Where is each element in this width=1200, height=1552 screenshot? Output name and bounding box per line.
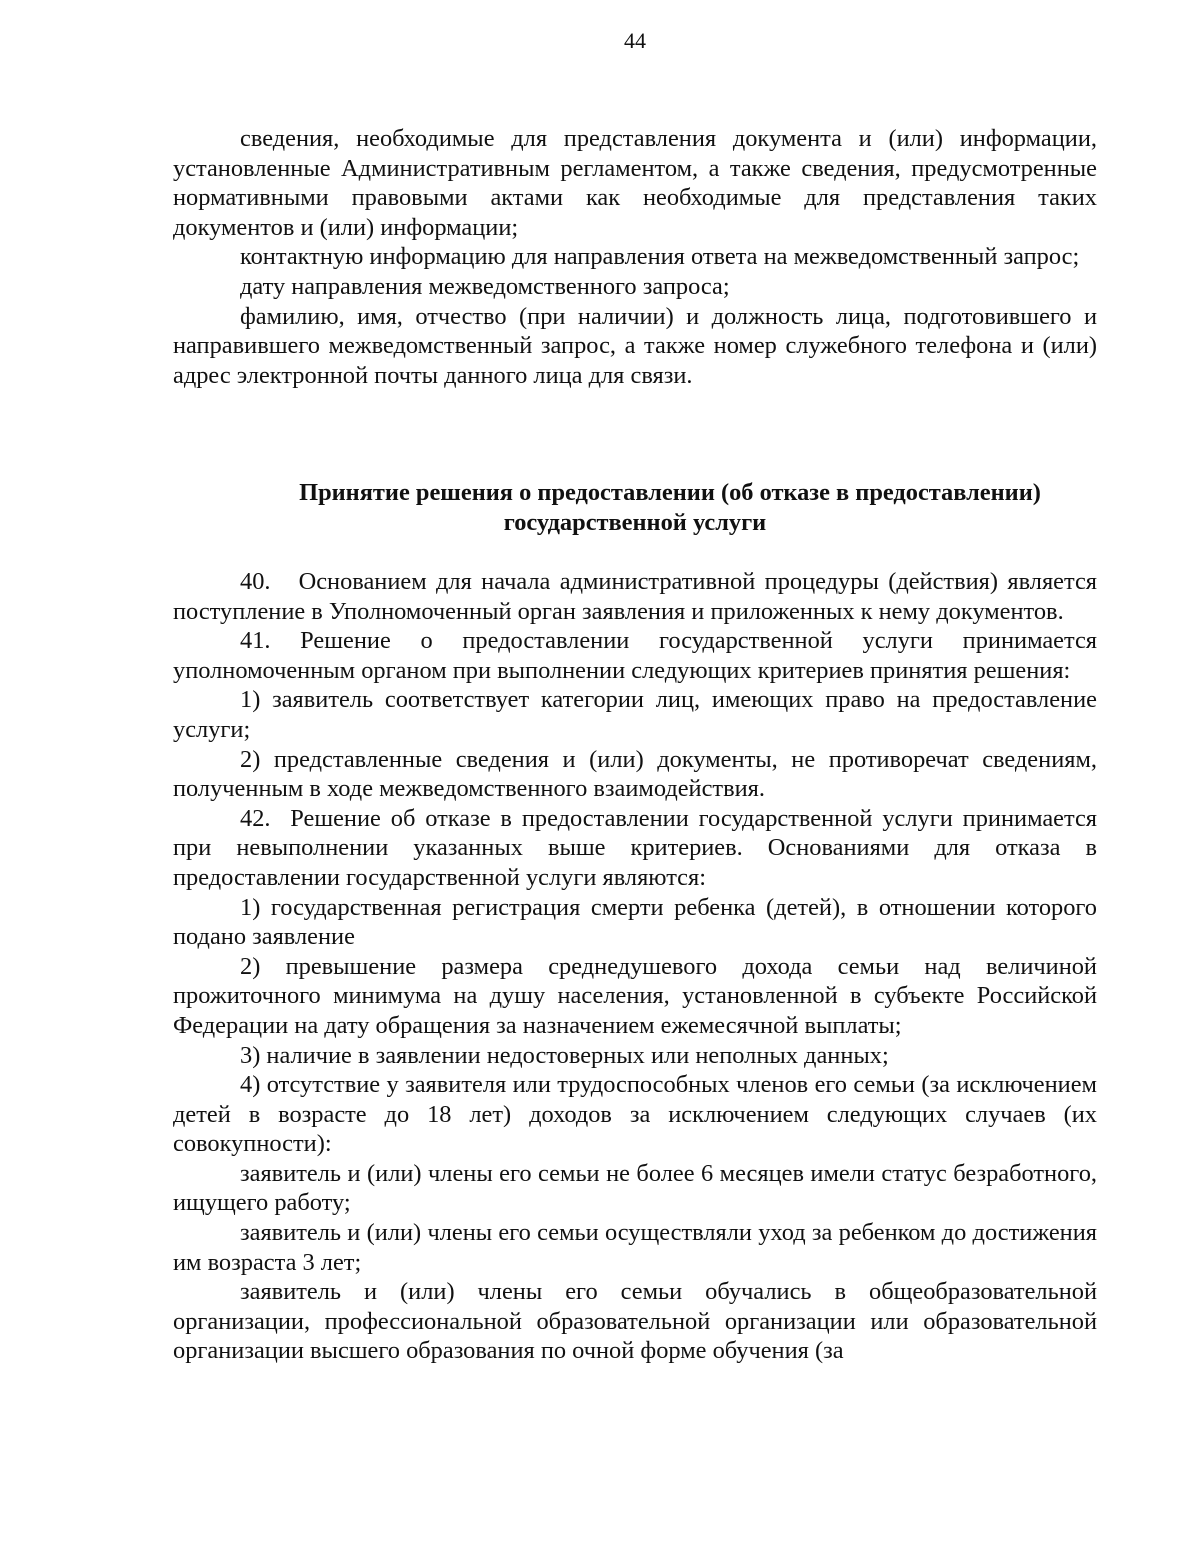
paragraph-42: 42. Решение об отказе в предоставлении государственной услуги принимается при невыполнении указанных выше критериев. Основаниями для отказа в предоставлении государственной услуги являются: [173,804,1104,891]
list-item: 2) представленные сведения и (или) документы, не противоречат сведениям, полученным в ходе межведомственного взаимодействия. [173,745,1097,803]
section-heading-line-2: государственной услуги [503,508,767,536]
section-heading [173,478,1097,537]
list-item: заявитель и (или) члены его семьи обучались в общеобразовательной организации, профессиональной образовательной организации или образовательной организации высшего образования по очной форме обучения (за [173,1278,1097,1365]
paragraph-40: 40. Основанием для начала административной процедуры (действия) является поступление в Уполномоченный орган заявления и приложенных к нему документов. [173,568,1104,625]
paragraph: дату направления межведомственного запроса; [240,272,730,300]
section-heading-line-1: Принятие решения о предоставлении (об отказе в предоставлении) [299,479,1041,506]
list-item: 2) превышение размера среднедушевого дохода семьи над величиной прожиточного минимума на душу населения, установленной в субъекте Российской Федерации на дату обращения за назначением ежемесячной выплаты; [173,952,1097,1039]
list-item: 1) государственная регистрация смерти ребенка (детей), в отношении которого подано заявление [173,893,1097,951]
list-item: заявитель и (или) члены его семьи не более 6 месяцев имели статус безработного, ищущего работу; [173,1159,1097,1217]
list-item: заявитель и (или) члены его семьи осуществляли уход за ребенком до достижения им возраста 3 лет; [173,1219,1097,1276]
paragraph-41: 41. Решение о предоставлении государственной услуги принимается уполномоченным органом при выполнении следующих критериев принятия решения: [173,627,1097,684]
text-block-request-contents [173,124,1097,390]
paragraph: сведения, необходимые для представления документа и (или) информации, установленные Административным регламентом, а также сведения, предусмотренные нормативными правовыми актами как необходимые для представления таких документов и (или) информации; [173,125,1097,241]
text-block-decision [173,567,1104,1366]
paragraph: фамилию, имя, отчество (при наличии) и должность лица, подготовившего и направившего межведомственный запрос, а также номер служебного телефона и (или) адрес электронной почты данного лица для связи. [173,302,1097,389]
list-item: 1) заявитель соответствует категории лиц, имеющих право на предоставление услуги; [173,686,1097,743]
page-number: 44 [624,28,646,53]
paragraph: контактную информацию для направления ответа на межведомственный запрос; [240,243,1080,271]
list-item: 3) наличие в заявлении недостоверных или неполных данных; [240,1041,889,1069]
list-item: 4) отсутствие у заявителя или трудоспособных членов его семьи (за исключением детей в возрасте до 18 лет) доходов за исключением следующих случаев (их совокупности): [173,1071,1097,1158]
